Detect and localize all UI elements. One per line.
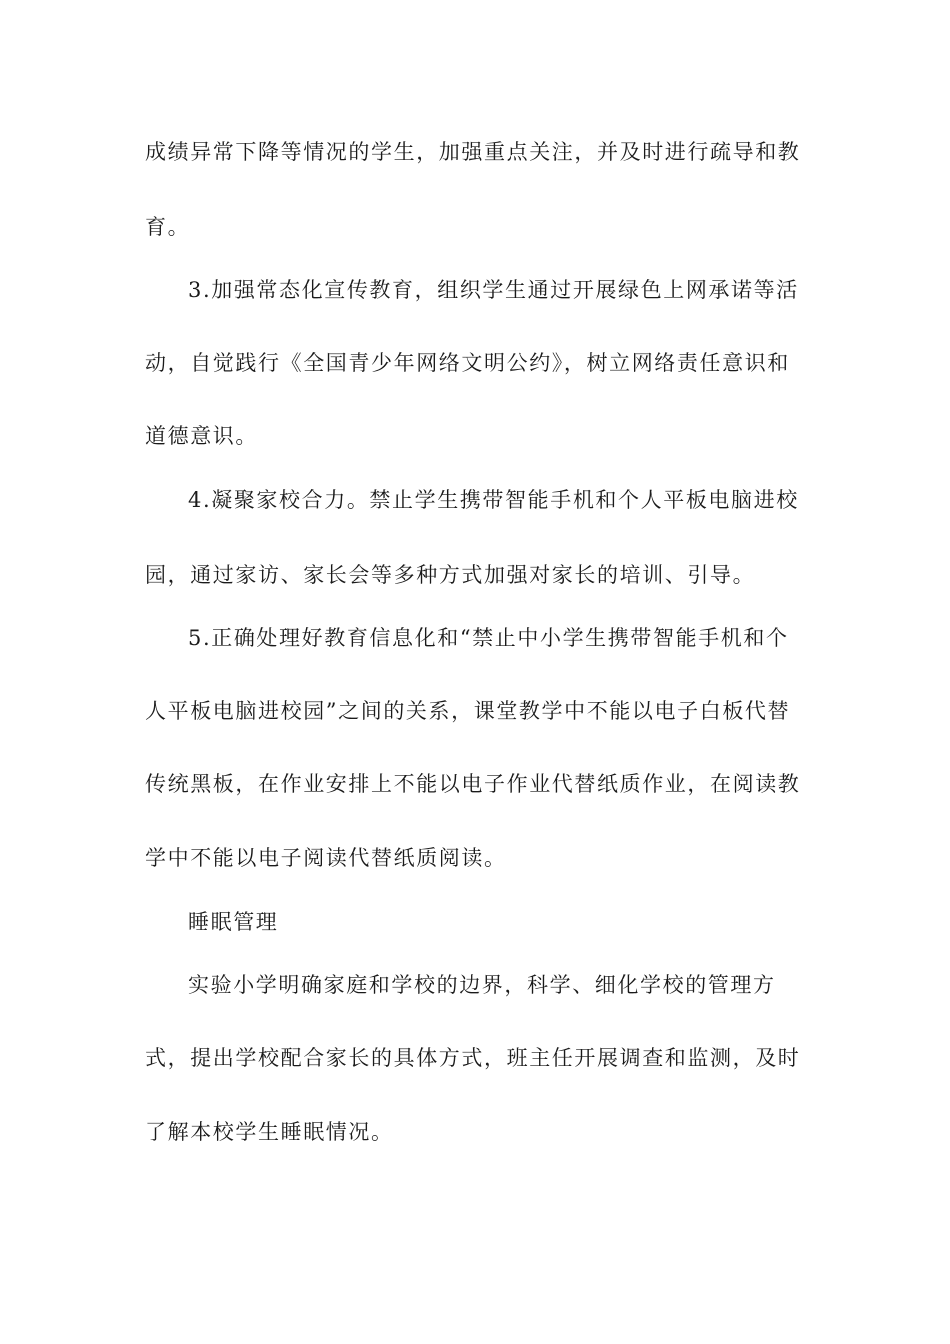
section-heading: 睡眠管理 [188,910,279,934]
list-item-5-line: 传统黑板，在作业安排上不能以电子作业代替纸质作业，在阅读教 [145,772,801,796]
list-item-3-line: 3.加强常态化宣传教育，组织学生通过开展绿色上网承诺等活 [188,278,799,302]
list-item-4-line: 园，通过家访、家长会等多种方式加强对家长的培训、引导。 [145,563,756,587]
list-item-3-line: 动，自觉践行《全国青少年网络文明公约》，树立网络责任意识和 [145,351,790,375]
list-item-5-line: 人平板电脑进校园”之间的关系，课堂教学中不能以电子白板代替 [145,699,791,723]
list-item-3-line: 道德意识。 [145,424,258,448]
list-item-5-line: 5.正确处理好教育信息化和“禁止中小学生携带智能手机和个 [188,626,789,650]
paragraph-line: 实验小学明确家庭和学校的边界，科学、细化学校的管理方 [188,973,776,997]
paragraph-line: 成绩异常下降等情况的学生，加强重点关注，并及时进行疏导和教 [145,140,801,164]
paragraph-line: 了解本校学生睡眠情况。 [145,1120,394,1144]
paragraph-line: 式，提出学校配合家长的具体方式，班主任开展调查和监测，及时 [145,1046,801,1070]
paragraph-line: 育。 [145,215,191,239]
list-item-5-line: 学中不能以电子阅读代替纸质阅读。 [145,846,507,870]
list-item-4-line: 4.凝聚家校合力。禁止学生携带智能手机和个人平板电脑进校 [188,488,799,512]
